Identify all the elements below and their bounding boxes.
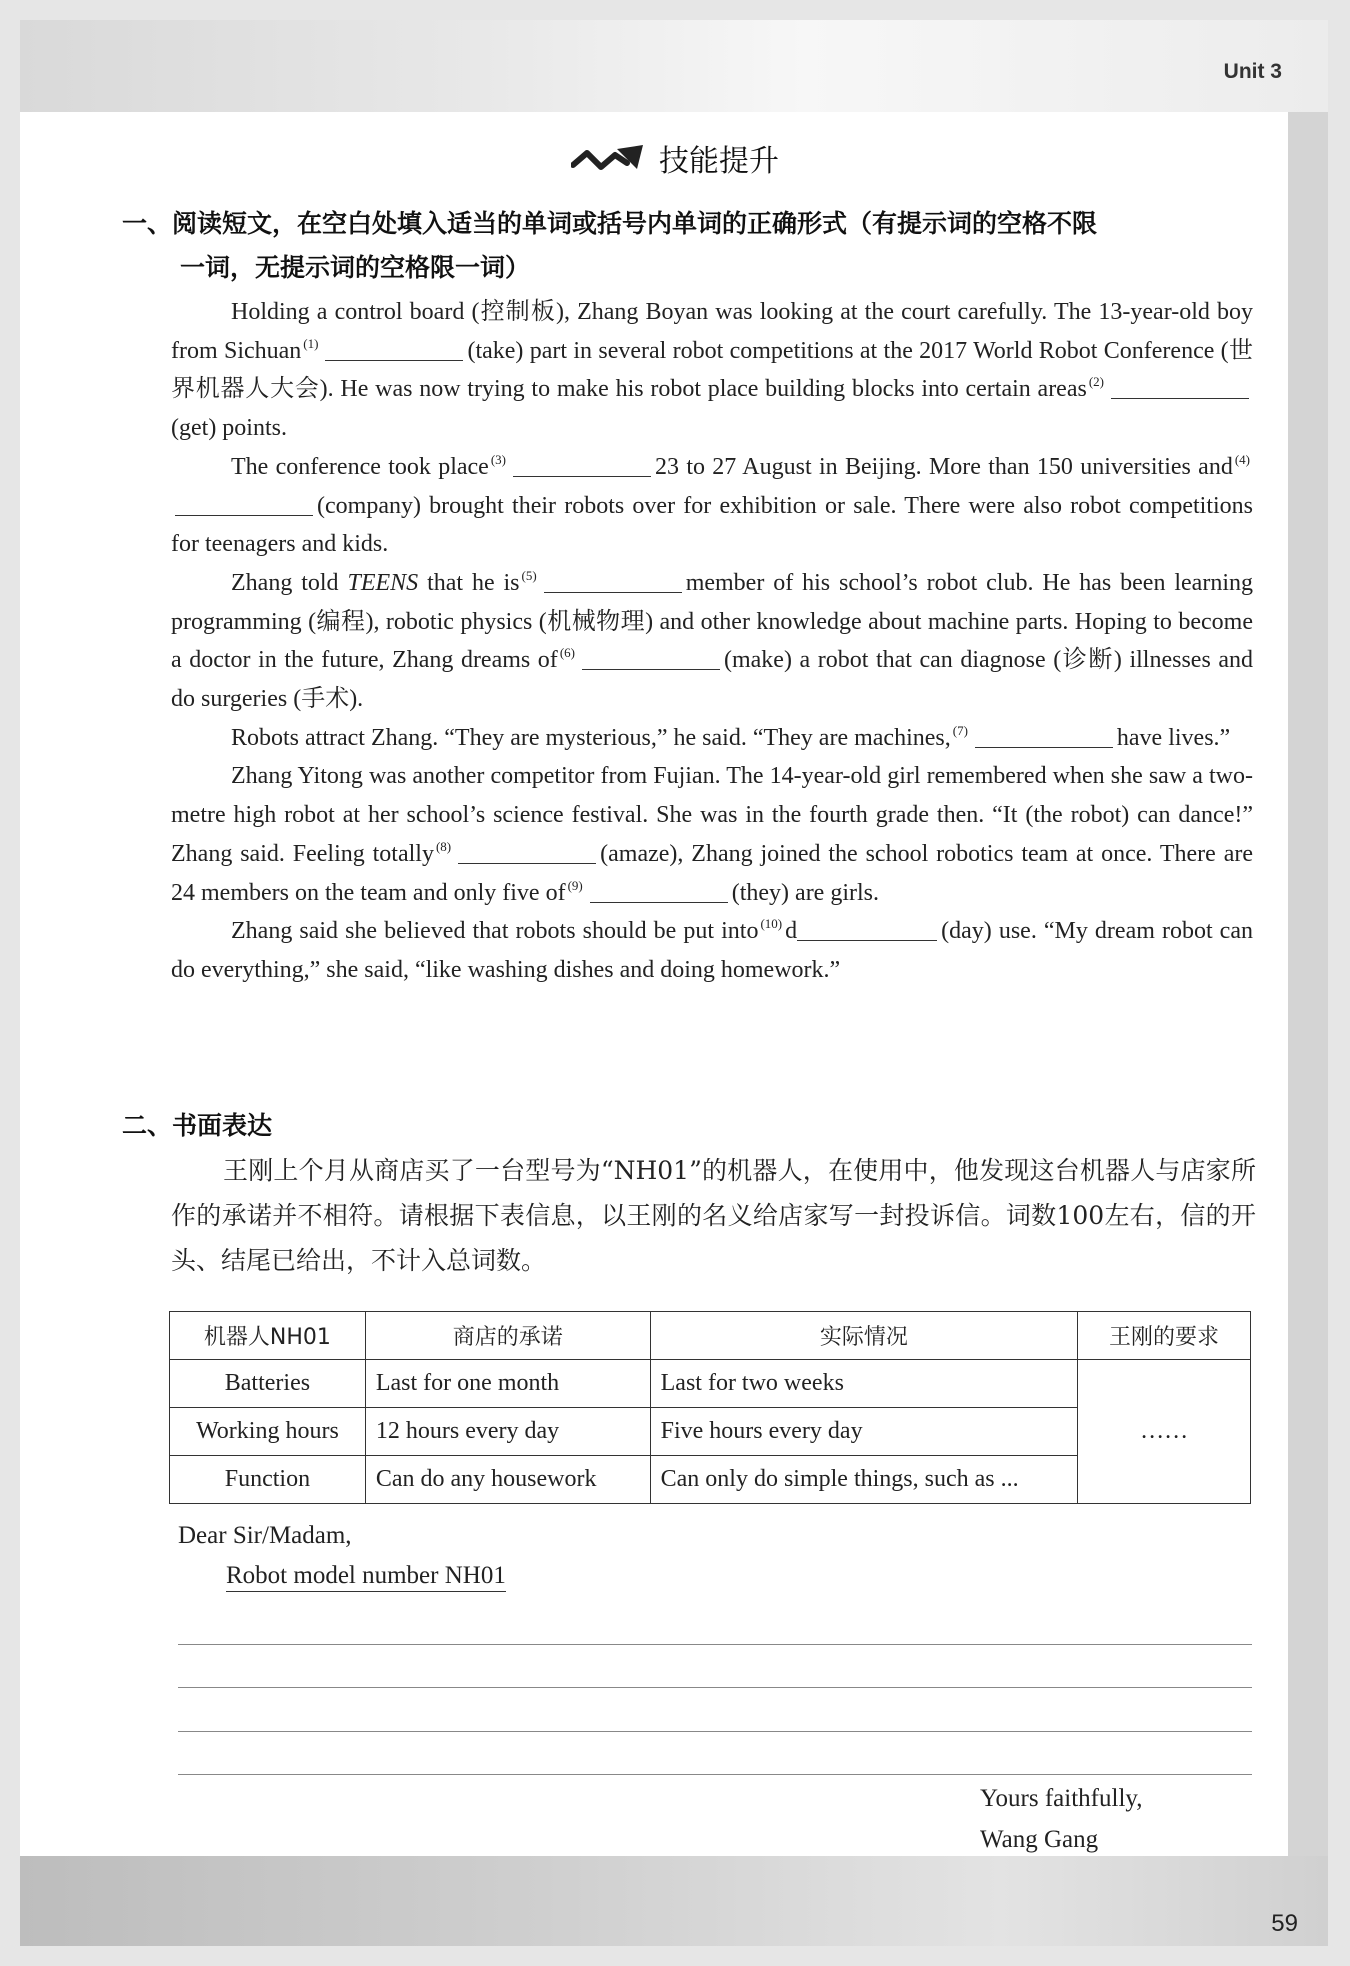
bottom-band bbox=[20, 1856, 1328, 1946]
passage-paragraph-6: Zhang said she believed that robots should be put into $^{(10)}$ d (day) use. “My dream robot can do everything,” she said, “like washing dishes and doing homework.” bbox=[171, 916, 1253, 983]
passage-paragraph-5: Zhang Yitong was another competitor from Fujian. The 14-year-old girl remembered when she saw a two-metre high robot at her school’s science festival. She was in the fourth grade then. “It (the robot) can dance!” Zhang said. Feeling totally $^{(8)}$ (amaze), Zhang joined the school robotics team at once. There are 24 members on the team and only five of $^{(9)}$ (they) are girls. bbox=[171, 763, 1253, 906]
table-cell: Working hours bbox=[170, 1408, 366, 1456]
table-cell: Five hours every day bbox=[650, 1408, 1078, 1456]
blank-6[interactable] bbox=[582, 647, 720, 670]
table-cell: Can do any housework bbox=[365, 1456, 650, 1504]
right-edge-strip bbox=[1288, 112, 1328, 1856]
top-band bbox=[20, 20, 1328, 112]
trend-arrow-icon bbox=[571, 143, 649, 177]
writing-line[interactable] bbox=[178, 1644, 1252, 1645]
table-header-cell: 实际情况 bbox=[650, 1312, 1078, 1360]
writing-line[interactable] bbox=[178, 1731, 1252, 1732]
letter-closing: Yours faithfully, bbox=[980, 1785, 1143, 1812]
blank-2[interactable] bbox=[1111, 376, 1249, 399]
table-cell: 12 hours every day bbox=[365, 1408, 650, 1456]
question-1-instruction bbox=[122, 202, 1282, 290]
passage-paragraph-2: The conference took place $^{(3)}$ 23 to 27 August in Beijing. More than 150 universities and $^{(4)}$(company) brought their robots over for exhibition or sale. There were also robot competitions for teenagers and kids. bbox=[171, 451, 1253, 558]
blank-3[interactable] bbox=[513, 454, 651, 477]
section-title bbox=[0, 136, 1350, 180]
passage-paragraph-1: Holding a control board (控制板), Zhang Boyan was looking at the court carefully. The 13-year-old boy from Sichuan $^{(1)}$ (take) part in several robot competitions at the 2017 World Robot Conference (世界机器人大会). He was now trying to make his robot place building blocks into certain areas $^{(2)}$(get) points. bbox=[171, 299, 1253, 442]
table-cell: Function bbox=[170, 1456, 366, 1504]
blank-7[interactable] bbox=[975, 725, 1113, 748]
blank-9[interactable] bbox=[590, 880, 728, 903]
table-header-cell: 商店的承诺 bbox=[365, 1312, 650, 1360]
table-cell: Can only do simple things, such as ... bbox=[650, 1456, 1078, 1504]
table-cell: Batteries bbox=[170, 1360, 366, 1408]
table-row bbox=[170, 1360, 1251, 1408]
blank-4[interactable] bbox=[175, 493, 313, 516]
blank-8[interactable] bbox=[458, 841, 596, 864]
info-table bbox=[169, 1311, 1251, 1504]
letter-subject: Robot model number NH01 bbox=[226, 1562, 506, 1592]
table-cell: Last for two weeks bbox=[650, 1360, 1078, 1408]
letter-signature: Wang Gang bbox=[980, 1826, 1099, 1853]
section-title-text: 技能提升 bbox=[659, 144, 779, 179]
table-header-row bbox=[170, 1312, 1251, 1360]
q1-instruction-line2: 一词，无提示词的空格限一词） bbox=[180, 253, 531, 282]
writing-line[interactable] bbox=[178, 1774, 1252, 1775]
unit-label: Unit 3 bbox=[1223, 60, 1282, 83]
blank-1[interactable] bbox=[325, 338, 463, 361]
request-cell: …… bbox=[1078, 1360, 1251, 1504]
table-header-cell: 机器人NH01 bbox=[170, 1312, 366, 1360]
passage-paragraph-4: Robots attract Zhang. “They are mysterious,” he said. “They are machines, $^{(7)}$ have lives.” bbox=[231, 722, 1231, 751]
question-2-title: 二、书面表达 bbox=[122, 1111, 273, 1140]
passage-paragraph-3: Zhang told TEENS that he is $^{(5)}$ member of his school’s robot club. He has been learning programming (编程), robotic physics (机械物理) and other knowledge about machine parts. Hoping to become a doctor in the future, Zhang dreams of $^{(6)}$ (make) a robot that can diagnose (诊断) illnesses and do surgeries (手术). bbox=[171, 567, 1254, 713]
letter-salutation: Dear Sir/Madam, bbox=[178, 1522, 352, 1549]
writing-line[interactable] bbox=[178, 1687, 1252, 1688]
table-cell: Last for one month bbox=[365, 1360, 650, 1408]
page-number: 59 bbox=[1271, 1910, 1298, 1937]
q1-instruction-line1: 一、阅读短文，在空白处填入适当的单词或括号内单词的正确形式（有提示词的空格不限 bbox=[122, 209, 1098, 238]
blank-5[interactable] bbox=[544, 570, 682, 593]
table-header-cell: 王刚的要求 bbox=[1078, 1312, 1251, 1360]
blank-10[interactable] bbox=[797, 918, 937, 941]
reading-passage bbox=[171, 293, 1253, 990]
writing-task-intro: 王刚上个月从商店买了一台型号为“NH01”的机器人，在使用中，他发现这台机器人与店家所作的承诺并不相符。请根据下表信息，以王刚的名义给店家写一封投诉信。词数100左右，信的开头、结尾已给出，不计入总词数。 bbox=[171, 1156, 1256, 1275]
